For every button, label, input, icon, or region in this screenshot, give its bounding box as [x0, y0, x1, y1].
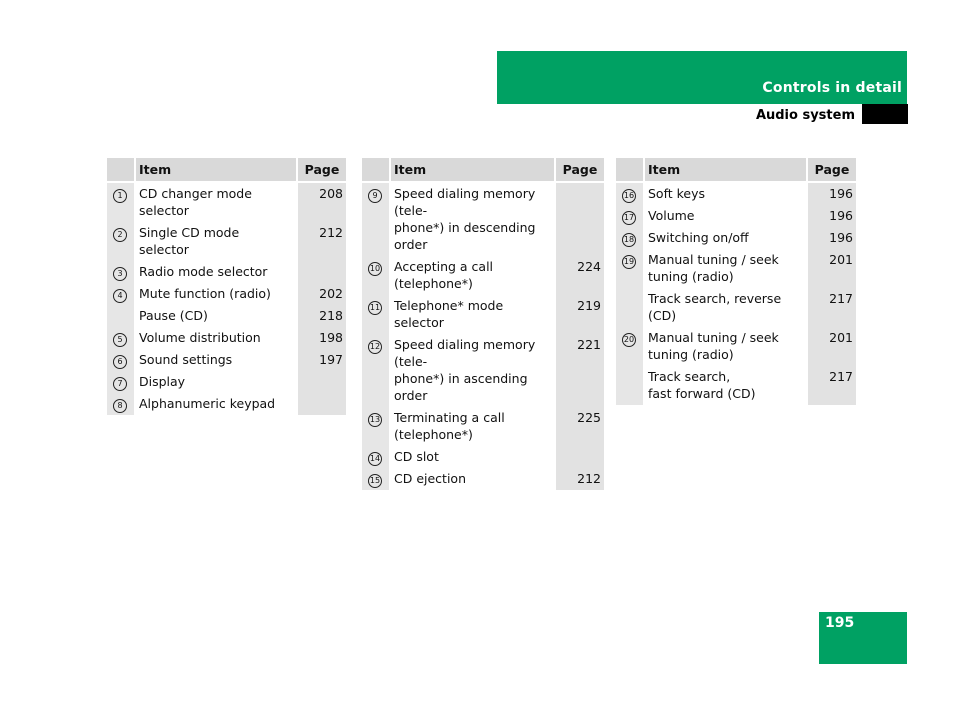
item-number	[616, 227, 644, 249]
table-row	[616, 249, 856, 288]
item-label: CD slot	[390, 446, 555, 468]
circled-number: 7	[113, 377, 127, 391]
item-number	[107, 222, 135, 261]
item-page: 198	[297, 327, 346, 349]
item-number	[616, 288, 644, 327]
item-label-line: Manual tuning / seek	[648, 252, 779, 267]
circled-number: 15	[368, 474, 382, 488]
table-row	[616, 288, 856, 327]
item-label	[390, 334, 555, 407]
table-row	[362, 182, 604, 256]
item-number	[362, 182, 390, 256]
item-column-header: Item	[135, 158, 297, 182]
circled-number: 18	[622, 233, 636, 247]
item-page: 208	[297, 182, 346, 222]
item-label: Volume distribution	[135, 327, 297, 349]
item-label-line: phone*) in descending order	[394, 220, 536, 252]
item-column-header: Item	[390, 158, 555, 182]
table-row	[107, 393, 346, 415]
item-number	[362, 407, 390, 446]
item-label-line: Accepting a call	[394, 259, 494, 274]
item-number	[362, 446, 390, 468]
item-page: 201	[807, 327, 856, 366]
item-page: 217	[807, 366, 856, 405]
number-column-header	[362, 158, 390, 182]
table-row	[107, 182, 346, 222]
circled-number: 1	[113, 189, 127, 203]
table-row	[362, 407, 604, 446]
circled-number: 13	[368, 413, 382, 427]
item-page: 202	[297, 283, 346, 305]
item-label-line: Terminating a call	[394, 410, 505, 425]
item-label-line: Speed dialing memory (tele-	[394, 186, 536, 218]
item-table-1	[107, 158, 346, 415]
item-number	[107, 305, 135, 327]
circled-number: 4	[113, 289, 127, 303]
item-label: Soft keys	[644, 182, 807, 205]
item-number	[616, 327, 644, 366]
circled-number: 17	[622, 211, 636, 225]
item-table-2	[362, 158, 604, 490]
item-page: 197	[297, 349, 346, 371]
item-page: 221	[555, 334, 604, 407]
item-label: Alphanumeric keypad	[135, 393, 297, 415]
table-row	[107, 349, 346, 371]
item-label-line: tuning (radio)	[648, 347, 734, 362]
item-page	[297, 393, 346, 415]
table-row	[616, 227, 856, 249]
circled-number: 6	[113, 355, 127, 369]
table-row	[362, 295, 604, 334]
item-page: 212	[555, 468, 604, 490]
item-page: 212	[297, 222, 346, 261]
circled-number: 2	[113, 228, 127, 242]
item-label-line: Track search,	[648, 369, 731, 384]
item-number	[362, 468, 390, 490]
chapter-header-bar	[497, 51, 907, 104]
item-page: 196	[807, 227, 856, 249]
item-number	[107, 261, 135, 283]
circled-number: 9	[368, 189, 382, 203]
item-page	[555, 182, 604, 256]
circled-number: 11	[368, 301, 382, 315]
item-page: 196	[807, 205, 856, 227]
table-row	[107, 327, 346, 349]
table-row	[107, 283, 346, 305]
item-page: 201	[807, 249, 856, 288]
item-label: Pause (CD)	[135, 305, 297, 327]
circled-number: 8	[113, 399, 127, 413]
page-column-header: Page	[807, 158, 856, 182]
item-page	[297, 371, 346, 393]
table-row	[362, 446, 604, 468]
item-number	[107, 349, 135, 371]
circled-number: 14	[368, 452, 382, 466]
item-number	[616, 205, 644, 227]
item-table-3	[616, 158, 856, 405]
item-label	[644, 366, 807, 405]
item-page	[297, 261, 346, 283]
item-number	[107, 182, 135, 222]
item-page: 217	[807, 288, 856, 327]
item-label: Radio mode selector	[135, 261, 297, 283]
table-row	[616, 366, 856, 405]
table-row	[107, 261, 346, 283]
number-column-header	[107, 158, 135, 182]
section-title: Audio system	[755, 108, 855, 123]
table-header-row	[362, 158, 604, 182]
circled-number: 16	[622, 189, 636, 203]
item-number	[362, 334, 390, 407]
circled-number: 20	[622, 333, 636, 347]
page-column-header: Page	[297, 158, 346, 182]
item-number	[107, 393, 135, 415]
item-label	[644, 327, 807, 366]
table-row	[362, 334, 604, 407]
circled-number: 5	[113, 333, 127, 347]
chapter-title: Controls in detail	[762, 80, 902, 96]
circled-number: 19	[622, 255, 636, 269]
table-row	[107, 222, 346, 261]
item-label: Mute function (radio)	[135, 283, 297, 305]
item-number	[616, 182, 644, 205]
item-page	[555, 446, 604, 468]
item-label: Single CD mode selector	[135, 222, 297, 261]
item-label: Switching on/off	[644, 227, 807, 249]
item-page: 196	[807, 182, 856, 205]
item-label	[644, 249, 807, 288]
circled-number: 10	[368, 262, 382, 276]
table-row	[107, 305, 346, 327]
item-column-header: Item	[644, 158, 807, 182]
item-label	[390, 182, 555, 256]
table-row	[616, 182, 856, 205]
item-label: CD changer mode selector	[135, 182, 297, 222]
item-label	[390, 407, 555, 446]
item-label-line: Speed dialing memory (tele-	[394, 337, 536, 369]
item-label: CD ejection	[390, 468, 555, 490]
page-number: 195	[825, 615, 855, 631]
item-label	[390, 256, 555, 295]
item-number	[362, 256, 390, 295]
item-label: Volume	[644, 205, 807, 227]
table-row	[107, 371, 346, 393]
item-label-line: fast forward (CD)	[648, 386, 756, 401]
item-label: Telephone* mode selector	[390, 295, 555, 334]
item-number	[107, 371, 135, 393]
item-label: Track search, reverse (CD)	[644, 288, 807, 327]
item-label-line: phone*) in ascending order	[394, 371, 528, 403]
table-row	[616, 327, 856, 366]
item-label-line: (telephone*)	[394, 276, 473, 291]
table-header-row	[616, 158, 856, 182]
item-number	[616, 366, 644, 405]
item-label: Display	[135, 371, 297, 393]
table-row	[362, 256, 604, 295]
item-page: 224	[555, 256, 604, 295]
item-label-line: Manual tuning / seek	[648, 330, 779, 345]
item-page: 225	[555, 407, 604, 446]
table-row	[616, 205, 856, 227]
section-marker	[862, 104, 908, 124]
item-label-line: tuning (radio)	[648, 269, 734, 284]
item-page: 219	[555, 295, 604, 334]
item-number	[362, 295, 390, 334]
circled-number: 3	[113, 267, 127, 281]
page-column-header: Page	[555, 158, 604, 182]
item-label-line: (telephone*)	[394, 427, 473, 442]
item-number	[107, 283, 135, 305]
number-column-header	[616, 158, 644, 182]
item-number	[107, 327, 135, 349]
table-header-row	[107, 158, 346, 182]
item-page: 218	[297, 305, 346, 327]
table-row	[362, 468, 604, 490]
item-number	[616, 249, 644, 288]
item-label: Sound settings	[135, 349, 297, 371]
circled-number: 12	[368, 340, 382, 354]
